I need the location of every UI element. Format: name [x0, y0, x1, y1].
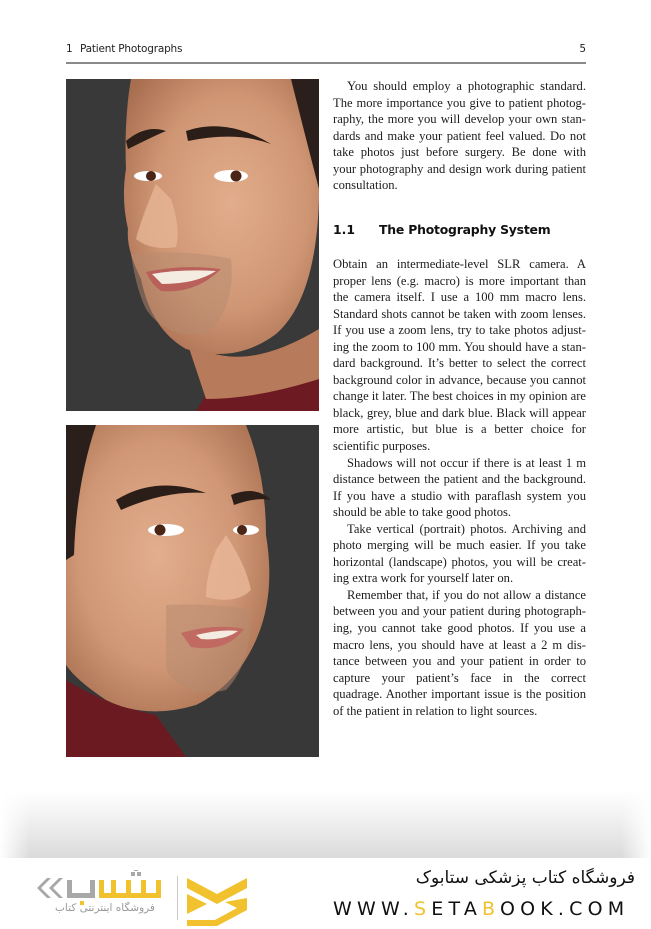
url-accent-letter: S	[414, 898, 432, 920]
portrait-image	[66, 425, 319, 757]
body-paragraph-4: Remember that, if you do not allow a distance between you and your patient during photographing, you cannot take good photos. If you use a macro lens, you should have at least a 2 m distance between you and your patient in order to capture your patient’s face in the correct quadrage. Another important issue is the position of the patient in relation to light sources.	[333, 587, 586, 718]
footer-banner	[0, 858, 651, 929]
intro-text	[333, 78, 586, 194]
chapter-number: 1	[66, 43, 73, 55]
section-number: 1.1	[333, 222, 355, 237]
body-paragraph-1: Obtain an intermediate-level SLR camera. A proper lens (e.g. macro) is more important than the camera itself. I use a 100 mm macro lens. Standard shots cannot be taken with zoom lenses. If you use a zoom lens, try to take photos adjusting the zoom to 100 mm. You should have a standard background. It’s better to select the correct background color in advance, because you cannot change it later. The best choices in my opinion are black, grey, blue and dark blue. Black will appear more artistic, but blue is a better choice for scientific purposes.	[333, 257, 586, 454]
store-name: فروشگاه کتاب پزشکی ستابوک	[415, 868, 635, 888]
logo-divider	[177, 876, 178, 920]
section-title: The Photography System	[379, 222, 551, 237]
chapter-title: Patient Photographs	[80, 43, 183, 55]
setabook-wordmark-icon	[33, 870, 173, 906]
section-heading	[333, 222, 586, 240]
section-body	[333, 256, 586, 719]
body-paragraph-3: Take vertical (portrait) photos. Archiving and photo merging will be much easier. If you take horizontal (landscape) photos, you will be creating extra work for yourself later on.	[333, 521, 586, 586]
store-url[interactable]	[333, 898, 643, 922]
header-rule	[66, 62, 586, 64]
page-shadow	[0, 790, 651, 858]
url-part: WWW.	[333, 898, 415, 920]
intro-paragraph: You should employ a photographic standard. The more importance you give to patient photography, the more you will develop your own standards and make your patient feel valued. Do not take photos just before surgery. Be done with your photography and design work during patient consultation.	[333, 79, 586, 193]
portrait-image	[66, 79, 319, 411]
body-paragraph-2: Shadows will not occur if there is at least 1 m distance between the patient and the background. If you have a studio with paraflash system you should be able to take good photos.	[333, 455, 586, 520]
url-part: ETA	[431, 898, 483, 920]
url-part: OOK.COM	[499, 898, 630, 920]
running-head	[66, 43, 586, 57]
logo-tagline: فروشگاه اینترنتی کتاب	[55, 902, 155, 914]
chevron-logo-icon	[185, 874, 249, 926]
url-accent-letter: B	[482, 898, 500, 920]
page-number: 5	[579, 43, 586, 55]
patient-photo-1	[66, 79, 319, 411]
patient-photo-2	[66, 425, 319, 757]
